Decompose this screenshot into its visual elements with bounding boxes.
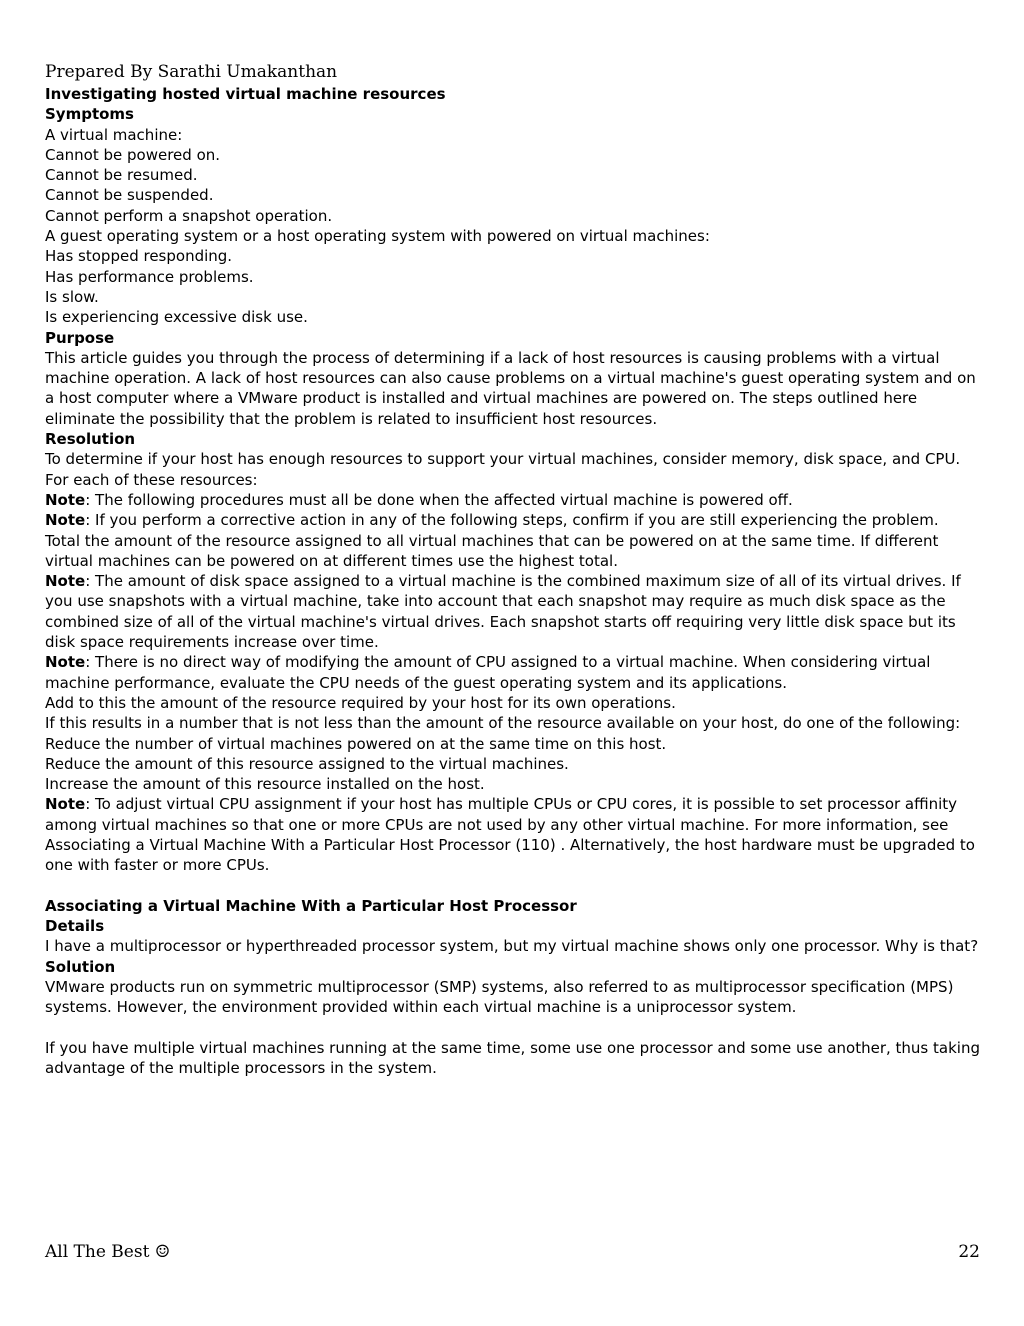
page-number: 22	[958, 1242, 980, 1262]
resolution-heading: Resolution	[45, 430, 136, 449]
spacer	[45, 1018, 980, 1038]
action-line: Increase the amount of this resource installed on the host.	[45, 775, 485, 794]
page-footer	[45, 1242, 980, 1262]
action-line: Reduce the amount of this resource assigned to the virtual machines.	[45, 754, 569, 773]
symptom-line: Cannot be suspended.	[45, 186, 214, 205]
solution-heading: Solution	[45, 957, 116, 976]
symptom-line: A virtual machine:	[45, 125, 183, 144]
note-label: Note	[45, 490, 86, 509]
note-label: Note	[45, 795, 86, 814]
symptom-line: Has performance problems.	[45, 267, 254, 286]
note-text: : The amount of disk space assigned to a virtual machine is the combined maximum size of all of its virtual drives. If you use snapshots with a virtual machine, take into account that each snapshot may require as much disk space as the combined size of all of the virtual machine's virtual drives. Each snapshot starts off requiring very little disk space but its disk space requirements increase over time.	[45, 572, 961, 652]
section-title: Associating a Virtual Machine With a Particular Host Processor	[45, 896, 577, 915]
note-text: : The following procedures must all be done when the affected virtual machine is powered off.	[85, 490, 793, 509]
solution-paragraph: If you have multiple virtual machines running at the same time, some use one processor and some use another, thus taking advantage of the multiple processors in the system.	[45, 1038, 980, 1078]
total-paragraph: Total the amount of the resource assigned to all virtual machines that can be powered on at the same time. If different virtual machines can be powered on at different times use the highest total.	[45, 531, 939, 570]
note-paragraph	[45, 510, 980, 530]
details-paragraph: I have a multiprocessor or hyperthreaded processor system, but my virtual machine shows only one processor. Why is that?	[45, 937, 979, 956]
note-text: : There is no direct way of modifying the amount of CPU assigned to a virtual machine. When considering virtual machine performance, evaluate the CPU needs of the guest operating system and its applications.	[45, 653, 931, 692]
if-paragraph: If this results in a number that is not less than the amount of the resource available on your host, do one of the following:	[45, 714, 961, 733]
note-paragraph	[45, 571, 980, 652]
symptom-line: Cannot be resumed.	[45, 166, 198, 185]
resolution-intro: To determine if your host has enough resources to support your virtual machines, consider memory, disk space, and CPU. For each of these resources:	[45, 450, 961, 489]
symptoms-heading: Symptoms	[45, 105, 134, 124]
symptom-line: Is slow.	[45, 287, 99, 306]
symptom-line: Is experiencing excessive disk use.	[45, 308, 308, 327]
symptom-line: Has stopped responding.	[45, 247, 233, 266]
details-heading: Details	[45, 917, 105, 936]
spacer	[45, 876, 980, 896]
footer-text: All The Best ☺	[45, 1242, 171, 1262]
document-body	[45, 84, 980, 1079]
purpose-paragraph: This article guides you through the process of determining if a lack of host resources is causing problems with a virtual machine operation. A lack of host resources can also cause problems on a virtual machine's guest operating system and on a host computer where a VMware product is installed and virtual machines are powered on. The steps outlined here eliminate the possibility that the problem is related to insufficient host resources.	[45, 348, 976, 428]
symptom-line: Cannot be powered on.	[45, 145, 221, 164]
note-paragraph	[45, 652, 980, 693]
note-paragraph	[45, 490, 980, 510]
symptom-line: A guest operating system or a host operating system with powered on virtual machines:	[45, 227, 710, 246]
prepared-by-header: Prepared By Sarathi Umakanthan	[45, 62, 338, 82]
note-label: Note	[45, 511, 86, 530]
purpose-heading: Purpose	[45, 328, 115, 347]
note-text: : If you perform a corrective action in any of the following steps, confirm if you are still experiencing the problem.	[85, 511, 939, 530]
action-line: Reduce the number of virtual machines powered on at the same time on this host.	[45, 734, 667, 753]
document-page	[45, 60, 980, 1079]
solution-paragraph: VMware products run on symmetric multiprocessor (SMP) systems, also referred to as multiprocessor specification (MPS) systems. However, the environment provided within each virtual machine is a uniprocessor system.	[45, 978, 954, 1017]
note-label: Note	[45, 572, 86, 591]
note-text: : To adjust virtual CPU assignment if your host has multiple CPUs or CPU cores, it is possible to set processor affinity among virtual machines so that one or more CPUs are not used by any other virtual machine. For more information, see Associating a Virtual Machine With a Particular Host Processor (110) . Alternatively, the host hardware must be upgraded to one with faster or more CPUs.	[45, 795, 975, 875]
note-paragraph	[45, 794, 980, 875]
symptom-line: Cannot perform a snapshot operation.	[45, 206, 333, 225]
add-paragraph: Add to this the amount of the resource required by your host for its own operations.	[45, 693, 676, 712]
note-label: Note	[45, 653, 86, 672]
section-title: Investigating hosted virtual machine resources	[45, 85, 446, 103]
